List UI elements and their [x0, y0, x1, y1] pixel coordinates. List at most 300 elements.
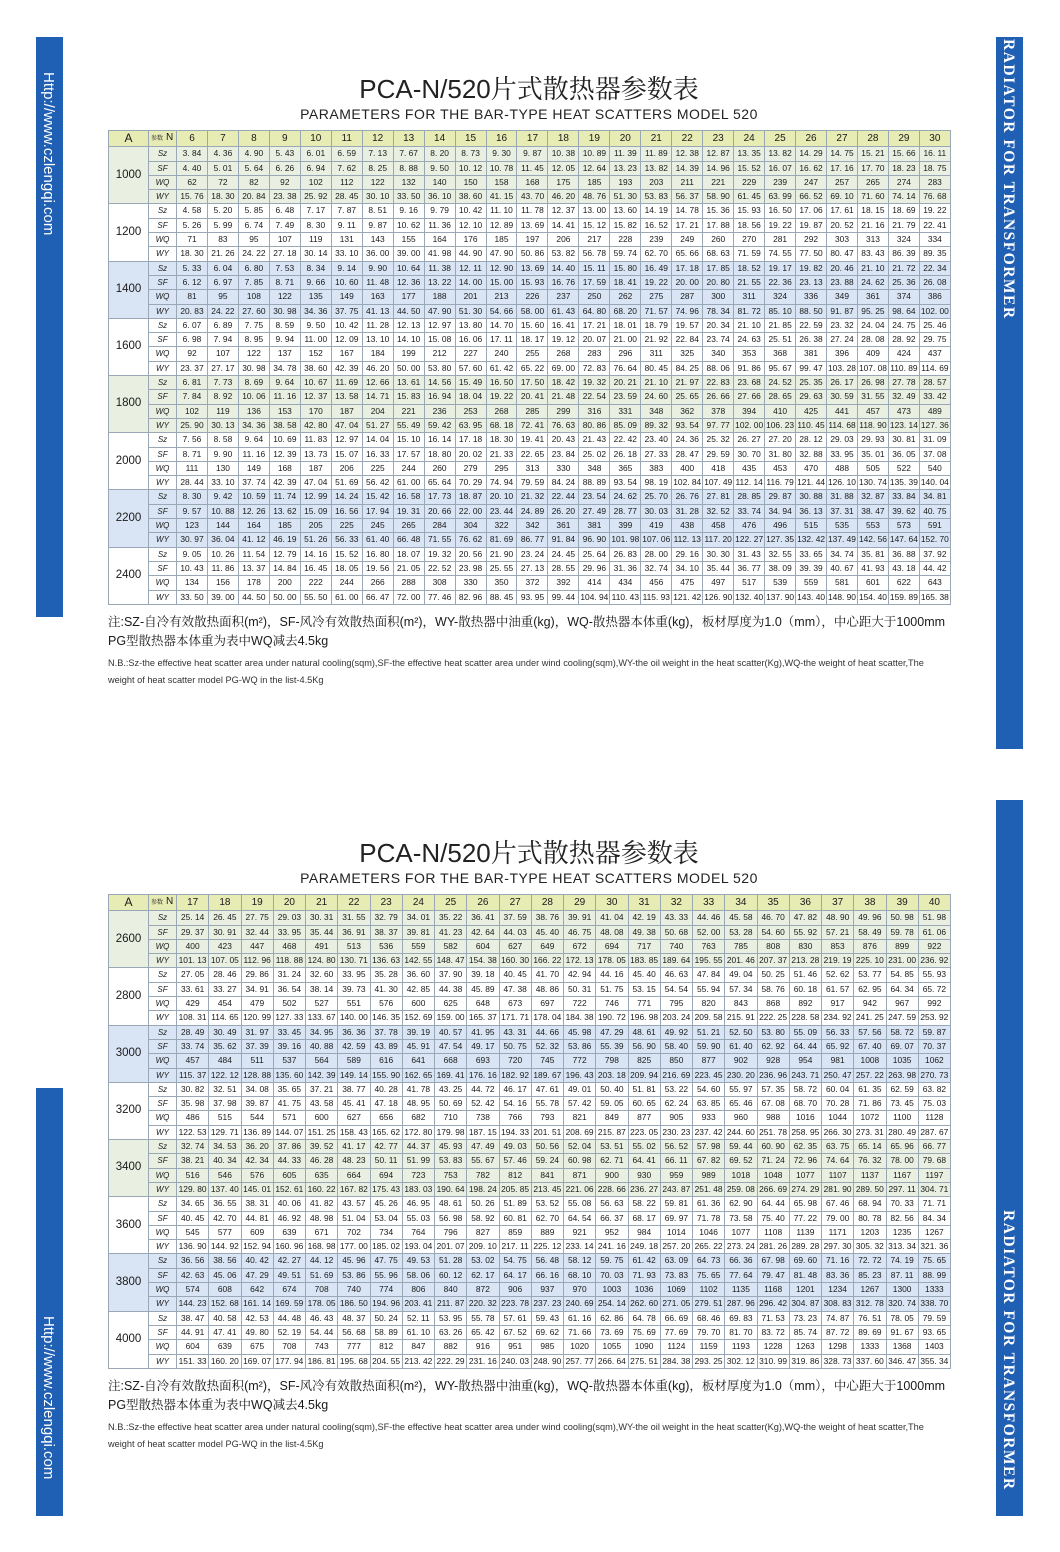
table-cell: 43. 70: [517, 190, 548, 204]
table-cell: 21. 10: [857, 261, 888, 275]
table-cell: 28. 92: [888, 333, 919, 347]
table-cell: 55. 92: [789, 925, 821, 939]
table-cell: 33. 95: [273, 925, 305, 939]
table-cell: 236. 92: [918, 954, 950, 968]
table-cell: 49. 51: [273, 1268, 305, 1282]
table-cell: 250. 47: [822, 1068, 854, 1082]
table-cell: 28. 55: [548, 561, 579, 575]
table-cell: 72. 96: [789, 1154, 821, 1168]
table-cell: 52. 32: [531, 1039, 563, 1053]
a-value-cell: 1800: [109, 376, 149, 433]
table-row: [109, 1168, 951, 1182]
table-cell: 8. 51: [362, 204, 393, 218]
table-cell: 69. 83: [725, 1311, 757, 1325]
table-cell: 82: [238, 175, 269, 189]
table-cell: 1235: [886, 1225, 918, 1239]
table-cell: 245: [362, 519, 393, 533]
table-cell: 21. 90: [486, 547, 517, 561]
table-cell: 46. 20: [362, 361, 393, 375]
table-cell: 68. 10: [564, 1268, 596, 1282]
table-cell: 69. 52: [725, 1154, 757, 1168]
table-cell: 1298: [822, 1340, 854, 1354]
table-cell: 86. 39: [888, 247, 919, 261]
table-cell: 10. 64: [393, 261, 424, 275]
table-cell: 11. 38: [424, 261, 455, 275]
table-cell: 42. 39: [269, 476, 300, 490]
table-row: [109, 968, 951, 982]
table-cell: 22. 34: [919, 261, 950, 275]
table-cell: 64. 54: [564, 1211, 596, 1225]
table-row: [109, 1025, 951, 1039]
param-symbol-cell: SF: [149, 982, 177, 996]
table-cell: 643: [919, 576, 950, 590]
table-cell: 349: [827, 290, 858, 304]
table-cell: 1048: [757, 1168, 789, 1182]
table-cell: 1267: [918, 1225, 950, 1239]
table-cell: 21. 97: [672, 376, 703, 390]
header-n-value: 22: [672, 131, 703, 147]
table-cell: 62. 35: [789, 1140, 821, 1154]
table-cell: 1014: [660, 1225, 692, 1239]
table-cell: 34. 78: [269, 361, 300, 375]
table-cell: 163: [362, 290, 393, 304]
table-cell: 39. 91: [564, 911, 596, 925]
table-cell: 52. 42: [467, 1097, 499, 1111]
table-cell: 7. 17: [300, 204, 331, 218]
table-cell: 682: [402, 1111, 434, 1125]
table-cell: 48. 90: [822, 911, 854, 925]
table-cell: 1137: [854, 1168, 886, 1182]
table-cell: 266. 30: [822, 1125, 854, 1139]
table-cell: 134: [177, 576, 208, 590]
table-cell: 600: [306, 1111, 338, 1125]
note-chinese: 注:SZ-自冷有效散热面积(m²)，SF-风冷有效散热面积(m²)，WY-散热器中油重(kg)，WQ-散热器本体重(kg)，板材厚度为1.0（mm），中心距大于1000mm PG型散热器本体重为表中WQ减去4.5kg: [108, 614, 946, 648]
table-cell: 13. 69: [517, 218, 548, 232]
table-cell: 74. 14: [888, 190, 919, 204]
table-cell: 66. 16: [531, 1268, 563, 1282]
table-cell: 51. 75: [596, 982, 628, 996]
table-cell: 72. 41: [517, 418, 548, 432]
table-cell: 230. 20: [725, 1068, 757, 1082]
table-cell: 32. 49: [888, 390, 919, 404]
table-cell: 48. 98: [306, 1211, 338, 1225]
table-cell: 664: [338, 1168, 370, 1182]
table-cell: 68. 17: [628, 1211, 660, 1225]
table-cell: 38. 21: [177, 1154, 209, 1168]
table-cell: 110. 45: [796, 418, 827, 432]
table-cell: 63. 85: [693, 1097, 725, 1111]
table-cell: 74. 55: [765, 247, 796, 261]
table-cell: 18. 04: [455, 390, 486, 404]
table-cell: 126. 10: [827, 476, 858, 490]
header-n-value: 8: [238, 131, 269, 147]
table-cell: 228. 66: [596, 1182, 628, 1196]
header-n-value: 21: [641, 131, 672, 147]
table-cell: 18. 17: [517, 333, 548, 347]
table-cell: 81. 69: [486, 533, 517, 547]
table-cell: 56. 63: [596, 1197, 628, 1211]
table-cell: 795: [660, 997, 692, 1011]
table-cell: 50. 00: [393, 361, 424, 375]
table-cell: 43. 57: [338, 1197, 370, 1211]
table-cell: 65. 96: [886, 1140, 918, 1154]
header-n-value: 32: [660, 895, 692, 911]
parameter-section-2: [108, 838, 950, 1453]
table-cell: 47. 04: [300, 476, 331, 490]
table-cell: 639: [209, 1340, 241, 1354]
table-cell: 76. 68: [919, 190, 950, 204]
table-cell: 44. 33: [273, 1154, 305, 1168]
header-n-value: 25: [435, 895, 467, 911]
table-cell: 6. 01: [300, 147, 331, 161]
table-cell: 223. 78: [499, 1297, 531, 1311]
table-cell: 44. 50: [238, 590, 269, 604]
table-cell: 37. 86: [273, 1140, 305, 1154]
table-cell: 496: [765, 519, 796, 533]
table-cell: 51. 28: [435, 1254, 467, 1268]
table-cell: 87. 72: [822, 1325, 854, 1339]
table-cell: 81: [177, 290, 208, 304]
table-cell: 31. 80: [765, 447, 796, 461]
table-cell: 89. 32: [641, 418, 672, 432]
header-n-value: 25: [765, 131, 796, 147]
table-cell: 71. 53: [757, 1311, 789, 1325]
table-cell: 239: [765, 175, 796, 189]
table-cell: 91. 67: [886, 1325, 918, 1339]
table-cell: 61. 43: [548, 304, 579, 318]
table-cell: 208. 69: [564, 1125, 596, 1139]
table-cell: 11. 00: [300, 333, 331, 347]
table-cell: 49. 38: [628, 925, 660, 939]
table-cell: 22. 83: [703, 376, 734, 390]
table-cell: 34. 94: [765, 504, 796, 518]
table-cell: 1300: [886, 1283, 918, 1297]
table-cell: 576: [241, 1168, 273, 1182]
header-n-value: 33: [693, 895, 725, 911]
table-cell: 796: [435, 1225, 467, 1239]
table-cell: 284. 38: [660, 1354, 692, 1368]
table-cell: 17. 06: [796, 204, 827, 218]
table-cell: 581: [827, 576, 858, 590]
param-symbol-cell: WQ: [149, 404, 177, 418]
table-cell: 46. 19: [269, 533, 300, 547]
table-cell: 21. 33: [486, 447, 517, 461]
table-cell: 648: [467, 997, 499, 1011]
table-cell: 702: [338, 1225, 370, 1239]
table-cell: 722: [564, 997, 596, 1011]
table-cell: 165. 62: [370, 1125, 402, 1139]
table-cell: 168: [517, 175, 548, 189]
table-cell: 1168: [757, 1283, 789, 1297]
table-cell: 142. 39: [306, 1068, 338, 1082]
note-chinese: 注:SZ-自冷有效散热面积(m²)，SF-风冷有效散热面积(m²)，WY-散热器中油重(kg)，WQ-散热器本体重(kg)，板材厚度为1.0（mm），中心距大于1000mm PG型散热器本体重为表中WQ减去4.5kg: [108, 1378, 946, 1412]
table-cell: 635: [306, 1168, 338, 1182]
website-url[interactable]: Http://www.czlengqi.com: [40, 1316, 57, 1480]
table-cell: 253. 92: [918, 1011, 950, 1025]
param-symbol-cell: SF: [149, 1154, 177, 1168]
table-cell: 121. 42: [672, 590, 703, 604]
table-cell: 48. 37: [338, 1311, 370, 1325]
header-n-value: 30: [596, 895, 628, 911]
table-cell: 50. 11: [370, 1154, 402, 1168]
table-cell: 33. 10: [207, 476, 238, 490]
table-cell: 44. 91: [177, 1325, 209, 1339]
table-cell: 50. 75: [499, 1039, 531, 1053]
table-cell: 28. 49: [177, 1025, 209, 1039]
table-cell: 381: [579, 519, 610, 533]
table-cell: 37. 74: [238, 476, 269, 490]
table-cell: 16. 06: [455, 333, 486, 347]
table-cell: 178: [238, 576, 269, 590]
table-cell: 62. 17: [467, 1268, 499, 1282]
table-row: [109, 590, 951, 604]
table-cell: 61. 45: [734, 190, 765, 204]
table-cell: 107: [207, 347, 238, 361]
header-n-value: 18: [209, 895, 241, 911]
table-cell: 438: [672, 519, 703, 533]
table-cell: 342: [517, 519, 548, 533]
table-cell: 882: [435, 1340, 467, 1354]
table-cell: 20. 10: [486, 490, 517, 504]
table-cell: 207. 37: [757, 954, 789, 968]
table-cell: 143: [362, 233, 393, 247]
table-cell: 1368: [886, 1340, 918, 1354]
table-cell: 17. 70: [857, 161, 888, 175]
table-cell: 89. 35: [919, 247, 950, 261]
table-cell: 88. 89: [579, 476, 610, 490]
table-cell: 42. 53: [241, 1311, 273, 1325]
table-cell: 694: [596, 939, 628, 953]
table-cell: 33. 42: [919, 390, 950, 404]
table-cell: 44. 03: [499, 925, 531, 939]
table-cell: 31. 28: [672, 504, 703, 518]
table-cell: 743: [306, 1340, 338, 1354]
table-cell: 25. 35: [796, 376, 827, 390]
table-cell: 321. 36: [918, 1240, 950, 1254]
table-cell: 231. 16: [467, 1354, 499, 1368]
table-cell: 250: [579, 290, 610, 304]
table-cell: 19. 41: [517, 433, 548, 447]
table-cell: 30. 81: [888, 433, 919, 447]
table-cell: 40. 34: [209, 1154, 241, 1168]
table-cell: 38. 76: [531, 911, 563, 925]
table-cell: 38. 58: [269, 418, 300, 432]
param-symbol-cell: WY: [149, 954, 177, 968]
table-cell: 319. 86: [789, 1354, 821, 1368]
table-cell: 74. 87: [822, 1311, 854, 1325]
table-cell: 30. 13: [207, 418, 238, 432]
table-cell: 774: [370, 1283, 402, 1297]
table-cell: 889: [531, 1225, 563, 1239]
table-cell: 26. 17: [827, 376, 858, 390]
table-cell: 441: [827, 404, 858, 418]
table-cell: 184. 38: [564, 1011, 596, 1025]
table-row: [109, 433, 951, 447]
table-cell: 45. 40: [628, 968, 660, 982]
table-cell: 1018: [725, 1168, 757, 1182]
table-cell: 289. 28: [789, 1240, 821, 1254]
table-cell: 50. 40: [596, 1082, 628, 1096]
table-cell: 81. 48: [789, 1268, 821, 1282]
table-cell: 22. 41: [919, 218, 950, 232]
table-cell: 372: [517, 576, 548, 590]
table-cell: 243. 87: [660, 1182, 692, 1196]
table-cell: 17. 61: [827, 204, 858, 218]
table-row: [109, 911, 951, 925]
a-value-cell: 3200: [109, 1082, 149, 1139]
a-value-cell: 3800: [109, 1254, 149, 1311]
table-cell: 206: [548, 233, 579, 247]
table-cell: 42. 85: [402, 982, 434, 996]
table-cell: 58. 76: [757, 982, 789, 996]
table-cell: 17. 59: [579, 275, 610, 289]
table-cell: 137. 40: [209, 1182, 241, 1196]
table-cell: 536: [370, 939, 402, 953]
table-cell: 41. 30: [370, 982, 402, 996]
table-cell: 166. 22: [531, 954, 563, 968]
header-n-value: 28: [531, 895, 563, 911]
table-cell: 241. 25: [854, 1011, 886, 1025]
param-symbol-cell: SF: [149, 218, 177, 232]
param-symbol-cell: WQ: [149, 576, 177, 590]
table-cell: 18. 30: [177, 247, 208, 261]
param-symbol-cell: WY: [149, 1125, 177, 1139]
table-cell: 33. 74: [177, 1039, 209, 1053]
table-cell: 80. 47: [827, 247, 858, 261]
table-cell: 37. 31: [827, 504, 858, 518]
table-cell: 8. 25: [362, 161, 393, 175]
table-cell: 103. 28: [827, 361, 858, 375]
table-cell: 228. 58: [789, 1011, 821, 1025]
table-cell: 16. 50: [486, 376, 517, 390]
table-cell: 4. 40: [177, 161, 208, 175]
table-cell: 41. 93: [857, 561, 888, 575]
table-cell: 10. 12: [455, 161, 486, 175]
table-cell: 50. 24: [370, 1311, 402, 1325]
table-cell: 771: [628, 997, 660, 1011]
table-cell: 13. 58: [331, 390, 362, 404]
table-cell: 17. 16: [827, 161, 858, 175]
param-symbol-cell: SF: [149, 447, 177, 461]
table-cell: 40. 06: [273, 1197, 305, 1211]
table-row: [109, 175, 951, 189]
table-cell: 59. 74: [610, 247, 641, 261]
table-cell: 78. 00: [886, 1154, 918, 1168]
table-cell: 338. 70: [918, 1297, 950, 1311]
table-cell: 53. 82: [548, 247, 579, 261]
table-cell: 849: [596, 1111, 628, 1125]
table-cell: 18. 75: [919, 161, 950, 175]
table-cell: 50. 86: [517, 247, 548, 261]
table-cell: 6. 98: [177, 333, 208, 347]
table-cell: 199: [393, 347, 424, 361]
table-cell: 127. 33: [273, 1011, 305, 1025]
table-cell: 13. 35: [734, 147, 765, 161]
website-url[interactable]: Http://www.czlengqi.com: [40, 72, 57, 236]
table-cell: 101. 13: [177, 954, 209, 968]
table-cell: 42. 19: [628, 911, 660, 925]
table-cell: 10. 67: [300, 376, 331, 390]
table-cell: 233. 14: [564, 1240, 596, 1254]
table-cell: 153: [269, 404, 300, 418]
table-row: [109, 954, 951, 968]
table-cell: 266: [362, 576, 393, 590]
table-cell: 24. 36: [672, 433, 703, 447]
table-cell: 27. 78: [888, 376, 919, 390]
table-cell: 177. 94: [273, 1354, 305, 1368]
table-cell: 8. 20: [424, 147, 455, 161]
table-cell: 254. 14: [596, 1297, 628, 1311]
table-cell: 58. 72: [789, 1082, 821, 1096]
table-cell: 142. 56: [857, 533, 888, 547]
table-cell: 236: [424, 404, 455, 418]
table-cell: 64. 34: [886, 982, 918, 996]
table-cell: 164: [238, 519, 269, 533]
table-cell: 1201: [789, 1283, 821, 1297]
table-cell: 70. 03: [596, 1268, 628, 1282]
table-cell: 201. 51: [531, 1125, 563, 1139]
table-cell: 27. 33: [641, 447, 672, 461]
table-cell: 45. 98: [564, 1025, 596, 1039]
table-cell: 475: [672, 576, 703, 590]
table-cell: 268: [548, 347, 579, 361]
table-cell: 457: [177, 1054, 209, 1068]
table-cell: 57. 46: [499, 1154, 531, 1168]
table-cell: 27. 66: [734, 390, 765, 404]
table-cell: 69. 07: [886, 1039, 918, 1053]
table-cell: 178. 04: [531, 1011, 563, 1025]
table-cell: 15. 49: [455, 376, 486, 390]
table-cell: 65. 46: [725, 1097, 757, 1111]
table-cell: 54. 60: [693, 1082, 725, 1096]
table-cell: 60. 98: [564, 1154, 596, 1168]
table-cell: 825: [628, 1054, 660, 1068]
table-cell: 34. 10: [672, 561, 703, 575]
table-cell: 27. 24: [827, 333, 858, 347]
table-row: [109, 476, 951, 490]
table-cell: 50. 25: [757, 968, 789, 982]
table-cell: 425: [796, 404, 827, 418]
table-cell: 36. 00: [362, 247, 393, 261]
table-row: [109, 1268, 951, 1282]
table-cell: 1069: [660, 1283, 692, 1297]
table-cell: 383: [641, 461, 672, 475]
table-cell: 16. 14: [424, 433, 455, 447]
table-cell: 310. 99: [757, 1354, 789, 1368]
table-cell: 14. 10: [393, 333, 424, 347]
table-cell: 283: [579, 347, 610, 361]
table-cell: 20. 80: [703, 275, 734, 289]
table-row: [109, 1325, 951, 1339]
table-cell: 827: [467, 1225, 499, 1239]
table-cell: 69. 00: [548, 361, 579, 375]
table-cell: 19. 57: [672, 318, 703, 332]
table-cell: 21. 92: [641, 333, 672, 347]
table-cell: 95. 25: [857, 304, 888, 318]
table-cell: 76. 62: [455, 533, 486, 547]
table-cell: 16. 94: [424, 390, 455, 404]
table-cell: 51. 30: [610, 190, 641, 204]
param-symbol-cell: Sz: [149, 1197, 177, 1211]
param-symbol-cell: WQ: [149, 1340, 177, 1354]
table-cell: 23. 32: [827, 318, 858, 332]
table-cell: 11. 39: [610, 147, 641, 161]
table-cell: 12. 37: [548, 204, 579, 218]
table-cell: 1100: [886, 1111, 918, 1125]
table-cell: 38. 47: [857, 504, 888, 518]
table-cell: 47. 04: [331, 418, 362, 432]
table-cell: 247. 59: [886, 1011, 918, 1025]
